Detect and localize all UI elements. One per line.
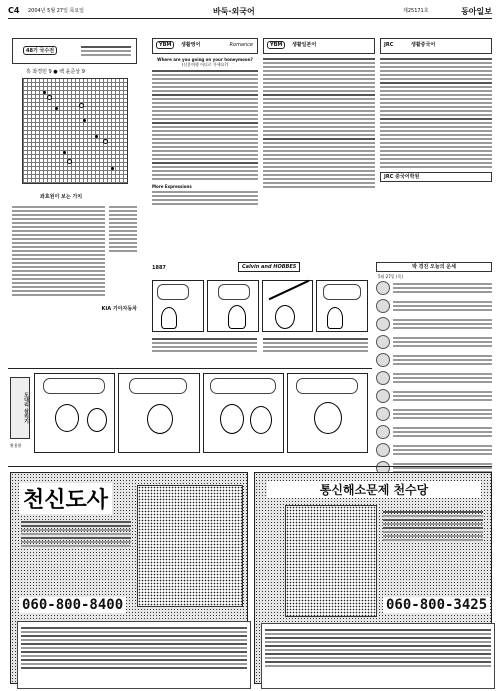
horoscope-list <box>376 281 492 493</box>
comic-panel-1 <box>152 280 204 332</box>
issue-number: 제25171호 <box>403 8 429 14</box>
baduk-header <box>12 38 137 64</box>
baduk-players: 흑 좌경민 9 ● 백 윤준상 9 <box>26 69 85 75</box>
jrc-chinese <box>380 38 492 258</box>
baduk-text <box>12 204 137 298</box>
horoscope-date: 5월 27일 (목) <box>378 274 403 279</box>
ad-left-photo <box>137 485 243 607</box>
baduk-badge: 48기 국수전 <box>23 46 57 55</box>
ad-right-phone: 060-800-3425 <box>383 597 490 613</box>
ad-right-title: 통신해소문제 천수당 <box>267 481 481 498</box>
jrc-logo: JRC <box>384 42 394 48</box>
ybm-english <box>152 38 258 258</box>
cartoon-strip <box>8 368 372 458</box>
ads-rule <box>8 466 492 467</box>
comic-title: Calvin and HOBBES <box>238 262 300 272</box>
ybm-japanese-logo: YBM <box>267 41 285 49</box>
page-header <box>8 6 492 18</box>
page-number: C4 <box>8 6 20 15</box>
newspaper-brand: 동아일보 <box>461 7 492 16</box>
ad-right-photo <box>285 505 377 617</box>
jrc-footer-logo: JRC 중국어학원 <box>380 172 492 182</box>
jrc-title: 생활중국어 <box>411 42 436 48</box>
more-expressions-heading: More Expressions <box>152 184 192 189</box>
comic-panel-4 <box>316 280 368 332</box>
cartoon-title: 도대리 살리기 <box>10 377 30 439</box>
cartoon-panel-2 <box>118 373 199 453</box>
comic-header <box>152 262 368 278</box>
comic-strip <box>152 280 368 332</box>
horoscope-title: 박 경진 오늘의 운세 <box>376 262 492 272</box>
comic-panel-3 <box>262 280 314 332</box>
ybm-english-logo: YBM <box>156 41 174 49</box>
ybm-english-title: 생활영어 <box>181 42 201 48</box>
cartoon-panel-1 <box>34 373 115 453</box>
ybm-japanese-title: 생활일본어 <box>292 42 317 48</box>
comic-captions <box>152 336 368 358</box>
ad-left <box>10 472 248 684</box>
cartoon-panel-3 <box>203 373 284 453</box>
ybm-english-headline-ko: (신혼여행 어디로 가세요?) <box>181 62 229 67</box>
ad-right <box>254 472 492 684</box>
ybm-english-subtitle: Romance <box>229 42 253 48</box>
baduk-column <box>12 38 137 398</box>
comic-panel-2 <box>207 280 259 332</box>
ad-left-phone: 060-800-8400 <box>19 597 126 613</box>
ybm-japanese <box>263 38 375 258</box>
issue-date: 2004년 5월 27일 목요일 <box>28 8 85 14</box>
ybm-english-headline: Where are you going on your honeymoon? <box>157 57 253 62</box>
ad-left-title: 천신도사 <box>19 483 112 514</box>
baduk-board <box>22 78 128 184</box>
section-title: 바둑·외국어 <box>213 7 255 16</box>
sponsor-logo: KIA 기아자동차 <box>101 306 137 312</box>
cartoon-panel-4 <box>287 373 368 453</box>
header-rule <box>8 18 492 19</box>
comic-number: 1887 <box>152 265 166 271</box>
baduk-column-title: 좌효원이 보는 가치 <box>40 194 83 200</box>
cartoon-author: 황용환 <box>10 443 22 448</box>
